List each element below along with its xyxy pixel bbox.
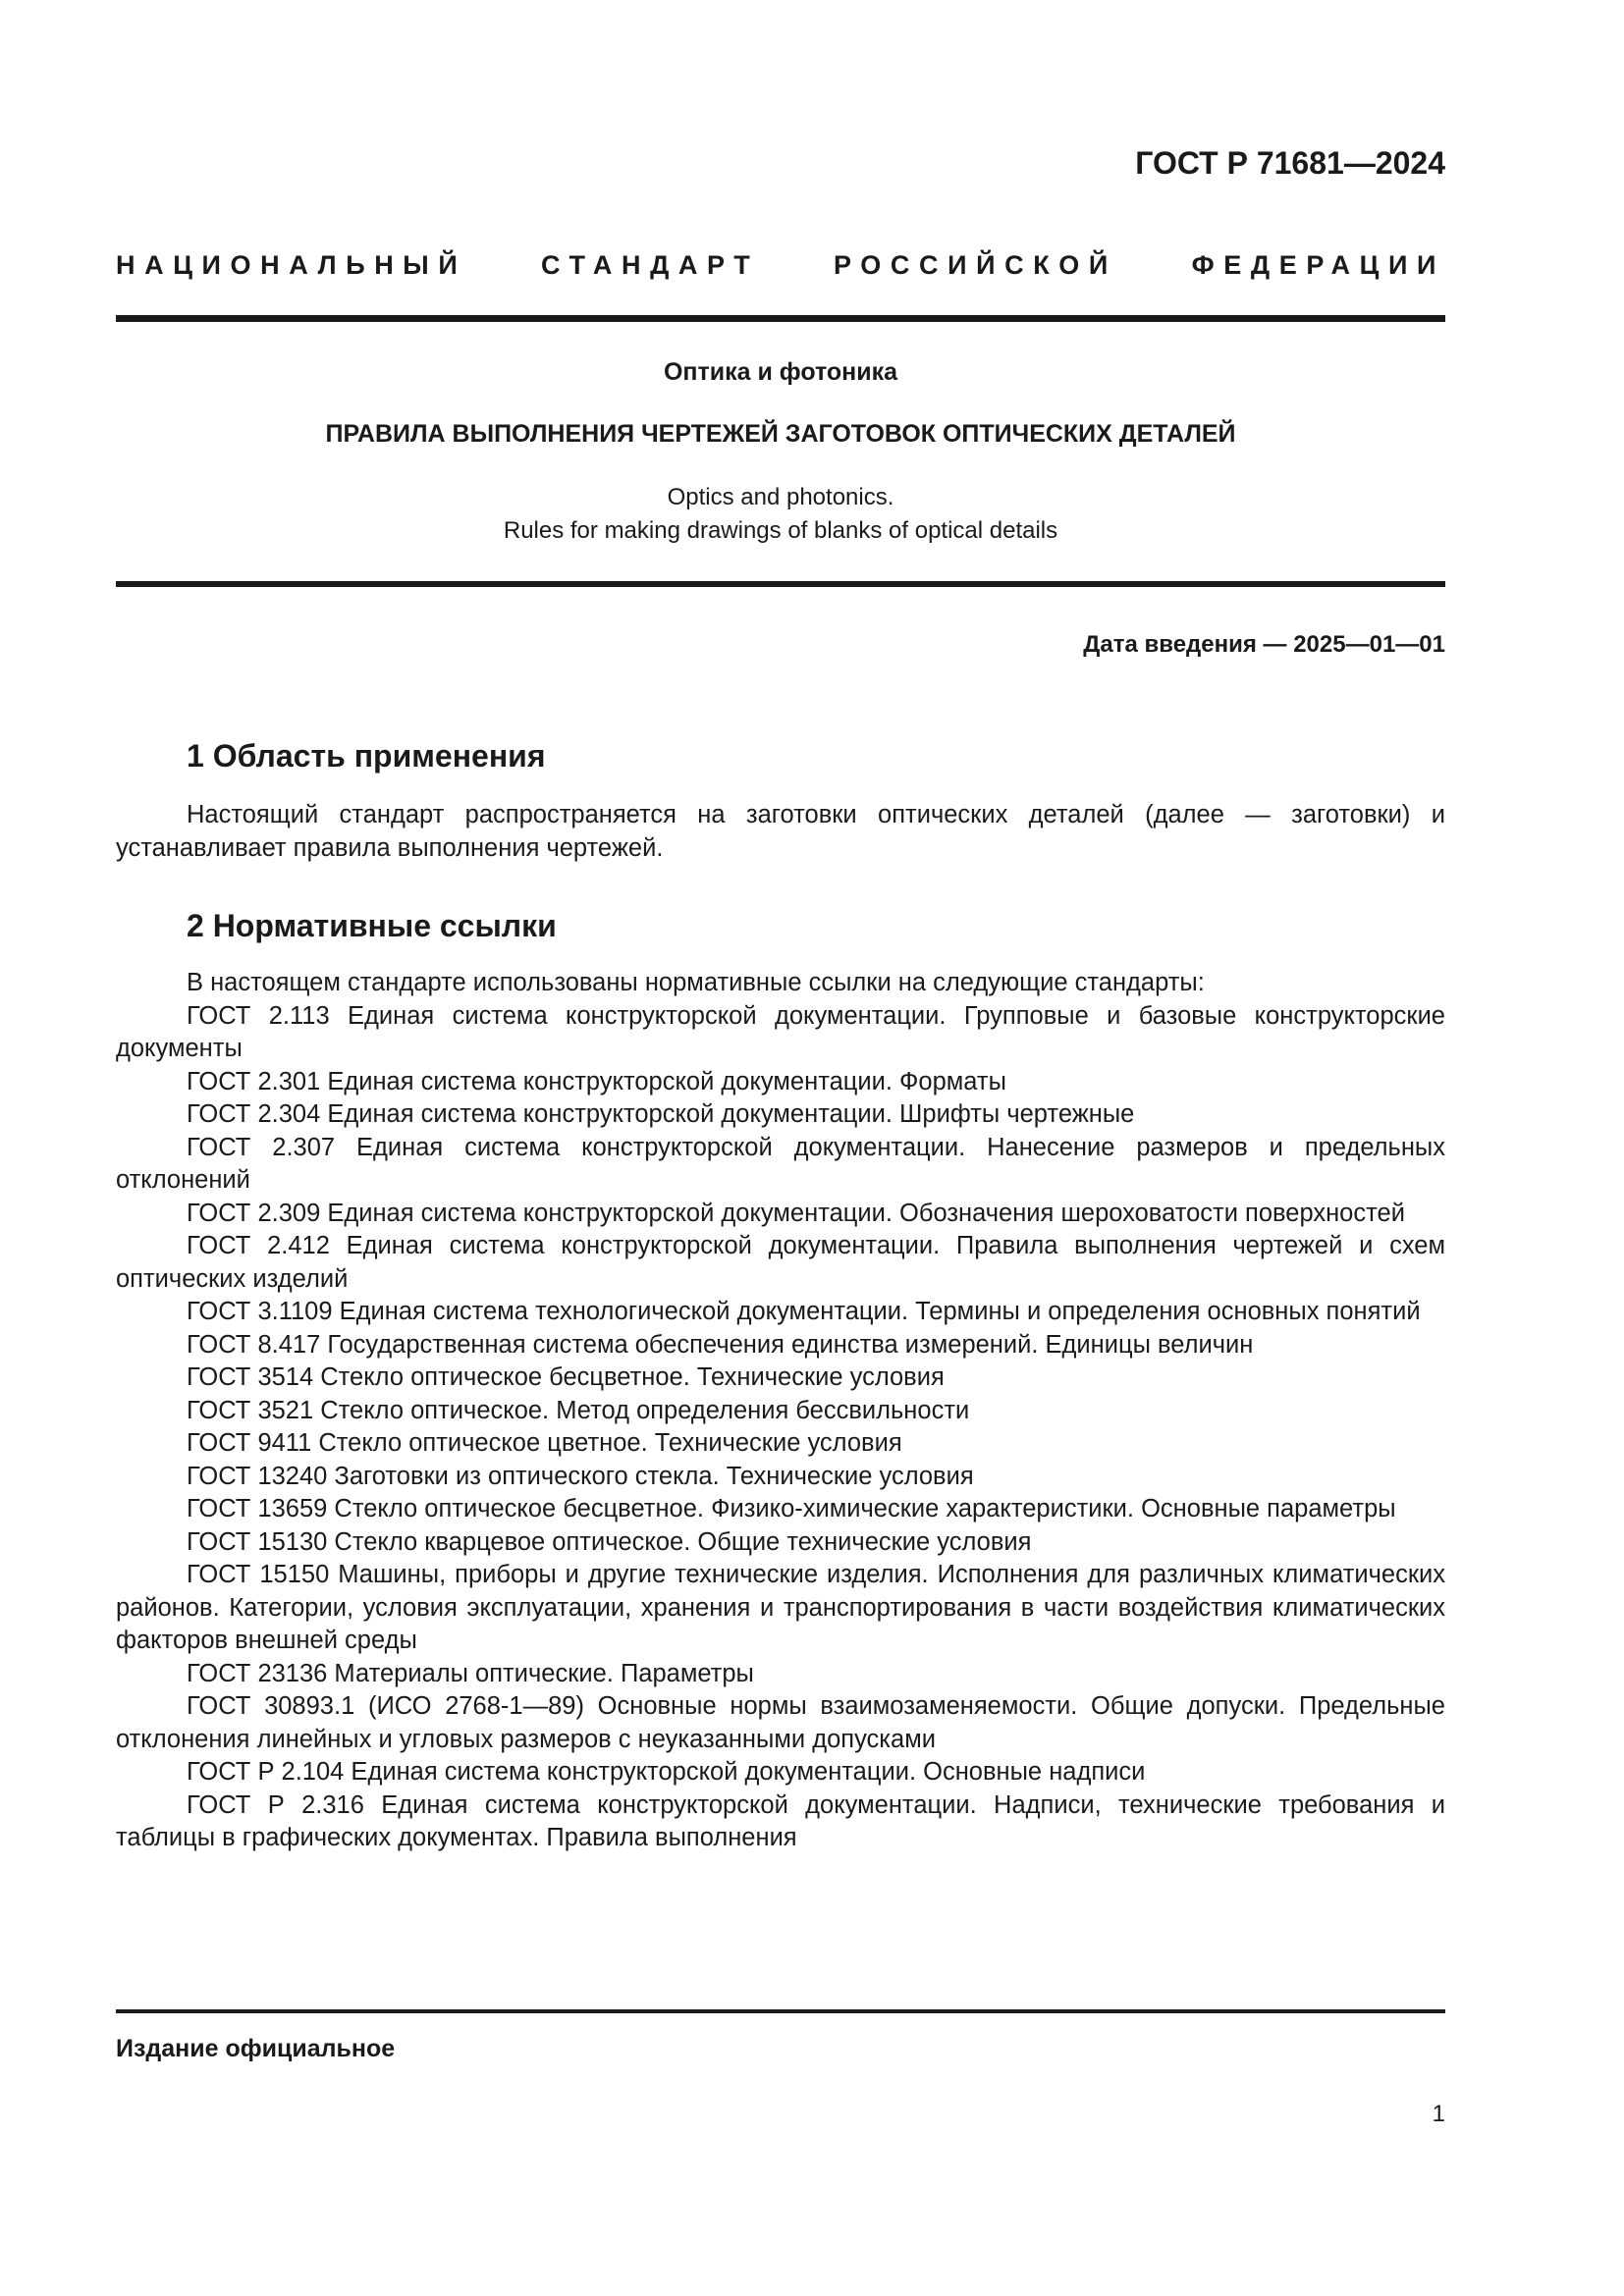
- introduction-date: Дата введения — 2025—01—01: [1083, 631, 1445, 658]
- normative-references: [116, 967, 1445, 1855]
- reference-item: ГОСТ 2.309 Единая система конструкторской документации. Обозначения шероховатости поверхностей: [187, 1199, 1405, 1227]
- references-intro: В настоящем стандарте использованы нормативные ссылки на следующие стандарты:: [187, 969, 1205, 996]
- reference-item: ГОСТ 2.412 Единая система конструкторской документации. Правила выполнения чертежей и схем оптических изделий: [116, 1232, 1445, 1293]
- main-title: ПРАВИЛА ВЫПОЛНЕНИЯ ЧЕРТЕЖЕЙ ЗАГОТОВОК ОПТИЧЕСКИХ ДЕТАЛЕЙ: [325, 420, 1236, 448]
- reference-item: ГОСТ 9411 Стекло оптическое цветное. Технические условия: [187, 1429, 902, 1457]
- reference-item: ГОСТ 8.417 Государственная система обеспечения единства измерений. Единицы величин: [187, 1330, 1254, 1359]
- reference-item: ГОСТ 2.307 Единая система конструкторской документации. Нанесение размеров и предельных отклонений: [116, 1133, 1445, 1194]
- section-2-heading: 2 Нормативные ссылки: [187, 908, 557, 943]
- english-title-line-2: Rules for making drawings of blanks of optical details: [503, 517, 1058, 544]
- reference-item: ГОСТ 3521 Стекло оптическое. Метод определения бессвильности: [187, 1396, 970, 1424]
- footer-divider: [116, 2009, 1445, 2013]
- reference-item: ГОСТ Р 2.316 Единая система конструкторской документации. Надписи, технические требования и таблицы в графических документах. Правила выполнения: [116, 1790, 1445, 1851]
- reference-item: ГОСТ 2.304 Единая система конструкторской документации. Шрифты чертежные: [187, 1100, 1135, 1128]
- official-edition-label: Издание официальное: [116, 2035, 396, 2062]
- reference-item: ГОСТ 13240 Заготовки из оптического стекла. Технические условия: [187, 1462, 974, 1490]
- reference-item: ГОСТ 23136 Материалы оптические. Параметры: [187, 1659, 754, 1687]
- reference-item: ГОСТ 30893.1 (ИСО 2768-1—89) Основные нормы взаимозаменяемости. Общие допуски. Предельные отклонения линейных и угловых размеров с неуказанными допусками: [116, 1692, 1445, 1753]
- section-1-text: Настоящий стандарт распространяется на заготовки оптических деталей (далее — заготовки) и устанавливает правила выполнения чертежей.: [116, 801, 1445, 862]
- reference-item: ГОСТ 13659 Стекло оптическое бесцветное. Физико-химические характеристики. Основные параметры: [187, 1495, 1396, 1522]
- english-title: [116, 481, 1445, 548]
- reference-item: ГОСТ 3.1109 Единая система технологической документации. Термины и определения основных понятий: [187, 1298, 1421, 1325]
- section-1-heading: 1 Область применения: [187, 738, 546, 774]
- reference-item: ГОСТ 15150 Машины, приборы и другие технические изделия. Исполнения для различных климатических районов. Категории, условия эксплуатации, хранения и транспортирования в части воздействия климатических факторов внешней среды: [116, 1561, 1445, 1654]
- subject-title: Оптика и фотоника: [663, 358, 898, 386]
- english-title-line-1: Optics and photonics.: [667, 484, 894, 510]
- title-divider: [116, 581, 1445, 587]
- page-number: 1: [1432, 2101, 1445, 2127]
- national-standard-banner: НАЦИОНАЛЬНЫЙ СТАНДАРТ РОССИЙСКОЙ ФЕДЕРАЦИИ: [116, 250, 1445, 280]
- reference-item: ГОСТ 3514 Стекло оптическое бесцветное. Технические условия: [187, 1363, 945, 1391]
- reference-item: ГОСТ Р 2.104 Единая система конструкторской документации. Основные надписи: [187, 1758, 1146, 1786]
- reference-item: ГОСТ 15130 Стекло кварцевое оптическое. Общие технические условия: [187, 1527, 1032, 1556]
- reference-item: ГОСТ 2.301 Единая система конструкторской документации. Форматы: [187, 1067, 1006, 1095]
- top-divider: [116, 315, 1445, 322]
- reference-item: ГОСТ 2.113 Единая система конструкторской документации. Групповые и базовые конструкторские документы: [116, 1001, 1445, 1062]
- standard-designation: ГОСТ Р 71681—2024: [1135, 145, 1445, 181]
